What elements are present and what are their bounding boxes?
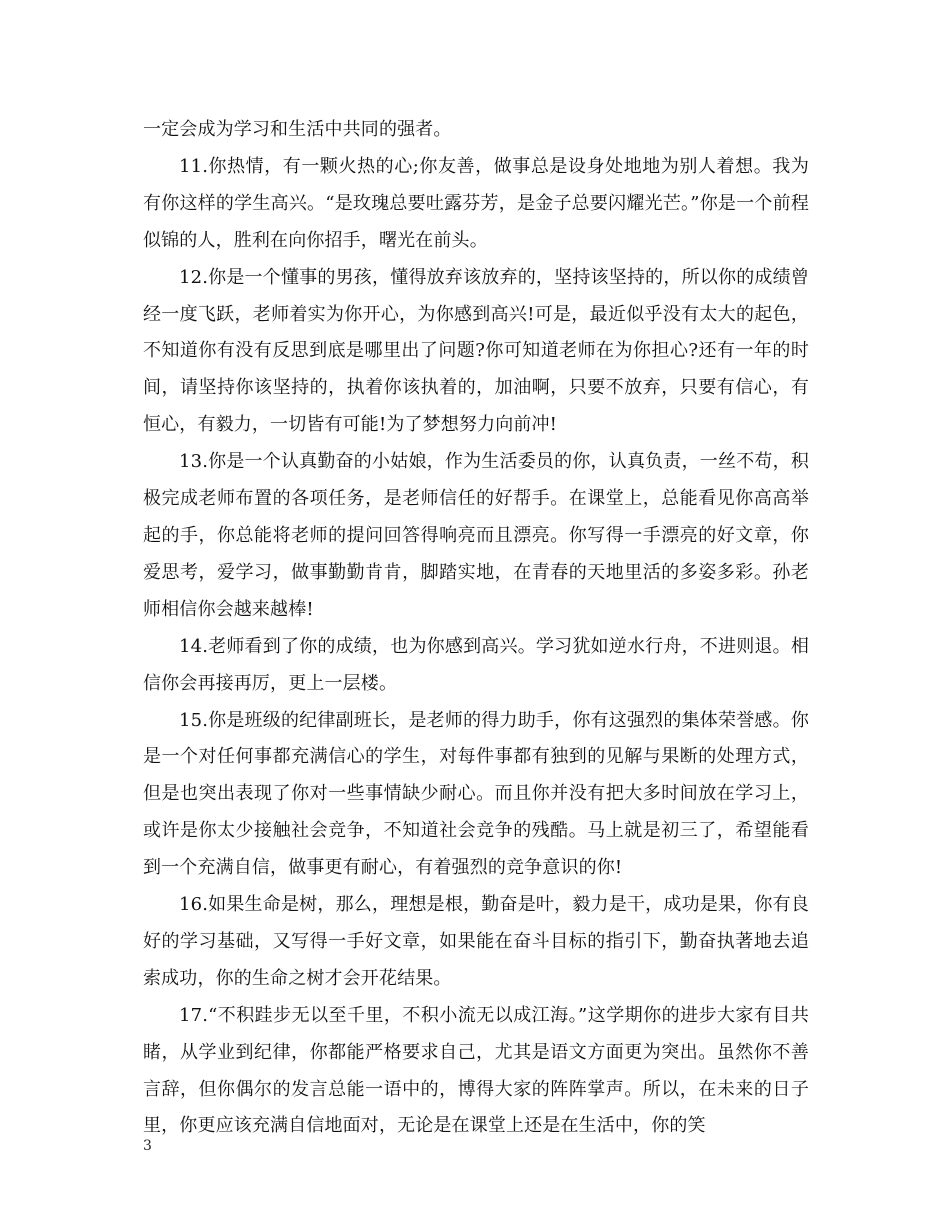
paragraph-item-11: 11.你热情，有一颗火热的心;你友善，做事总是设身处地地为别人着想。我为有你这样的学生高兴。“是玫瑰总要吐露芬芳，是金子总要闪耀光芒。”你是一个前程似锦的人，胜利在向你招手，曙光在前头。 — [143, 155, 809, 251]
document-body — [143, 112, 809, 1145]
paragraph-item-14: 14.老师看到了你的成绩，也为你感到高兴。学习犹如逆水行舟，不进则退。相信你会再接再厉，更上一层楼。 — [143, 635, 809, 694]
page-number: 3 — [143, 1138, 152, 1154]
paragraph-item-17: 17.“不积跬步无以至千里，不积小流无以成江海。”这学期你的进步大家有目共睹，从学业到纪律，你都能严格要求自己，尤其是语文方面更为突出。虽然你不善言辞，但你偶尔的发言总能一语中的，博得大家的阵阵掌声。所以，在未来的日子里，你更应该充满自信地面对，无论是在课堂上还是在生活中，你的笑 — [143, 1004, 809, 1137]
paragraph-item-15: 15.你是班级的纪律副班长，是老师的得力助手，你有这强烈的集体荣誉感。你是一个对任何事都充满信心的学生，对每件事都有独到的见解与果断的处理方式，但是也突出表现了你对一些事情缺少耐心。而且你并没有把大多时间放在学习上，或许是你太少接触社会竞争，不知道社会竞争的残酷。马上就是初三了，希望能看到一个充满自信，做事更有耐心，有着强烈的竞争意识的你! — [143, 709, 809, 879]
paragraph-item-13: 13.你是一个认真勤奋的小姑娘，作为生活委员的你，认真负责，一丝不苟，积极完成老师布置的各项任务，是老师信任的好帮手。在课堂上，总能看见你高高举起的手，你总能将老师的提问回答得响亮而且漂亮。你写得一手漂亮的好文章，你爱思考，爱学习，做事勤勤肯肯，脚踏实地，在青春的天地里活的多姿多彩。孙老师相信你会越来越棒! — [143, 451, 809, 620]
paragraph-item-16: 16.如果生命是树，那么，理想是根，勤奋是叶，毅力是干，成功是果，你有良好的学习基础，又写得一手好文章，如果能在奋斗目标的指引下，勤奋执著地去追索成功，你的生命之树才会开花结果。 — [143, 894, 809, 989]
paragraph-continuation: 一定会成为学习和生活中共同的强者。 — [143, 119, 452, 140]
paragraph-item-12: 12.你是一个懂事的男孩，懂得放弃该放弃的，坚持该坚持的，所以你的成绩曾经一度飞跃，老师着实为你开心，为你感到高兴!可是，最近似乎没有太大的起色，不知道你有没有反思到底是哪里出了问题?你可知道老师在为你担心?还有一年的时间，请坚持你该坚持的，执着你该执着的，加油啊，只要不放弃，只要有信心，有恒心，有毅力，一切皆有可能!为了梦想努力向前冲! — [143, 266, 809, 436]
